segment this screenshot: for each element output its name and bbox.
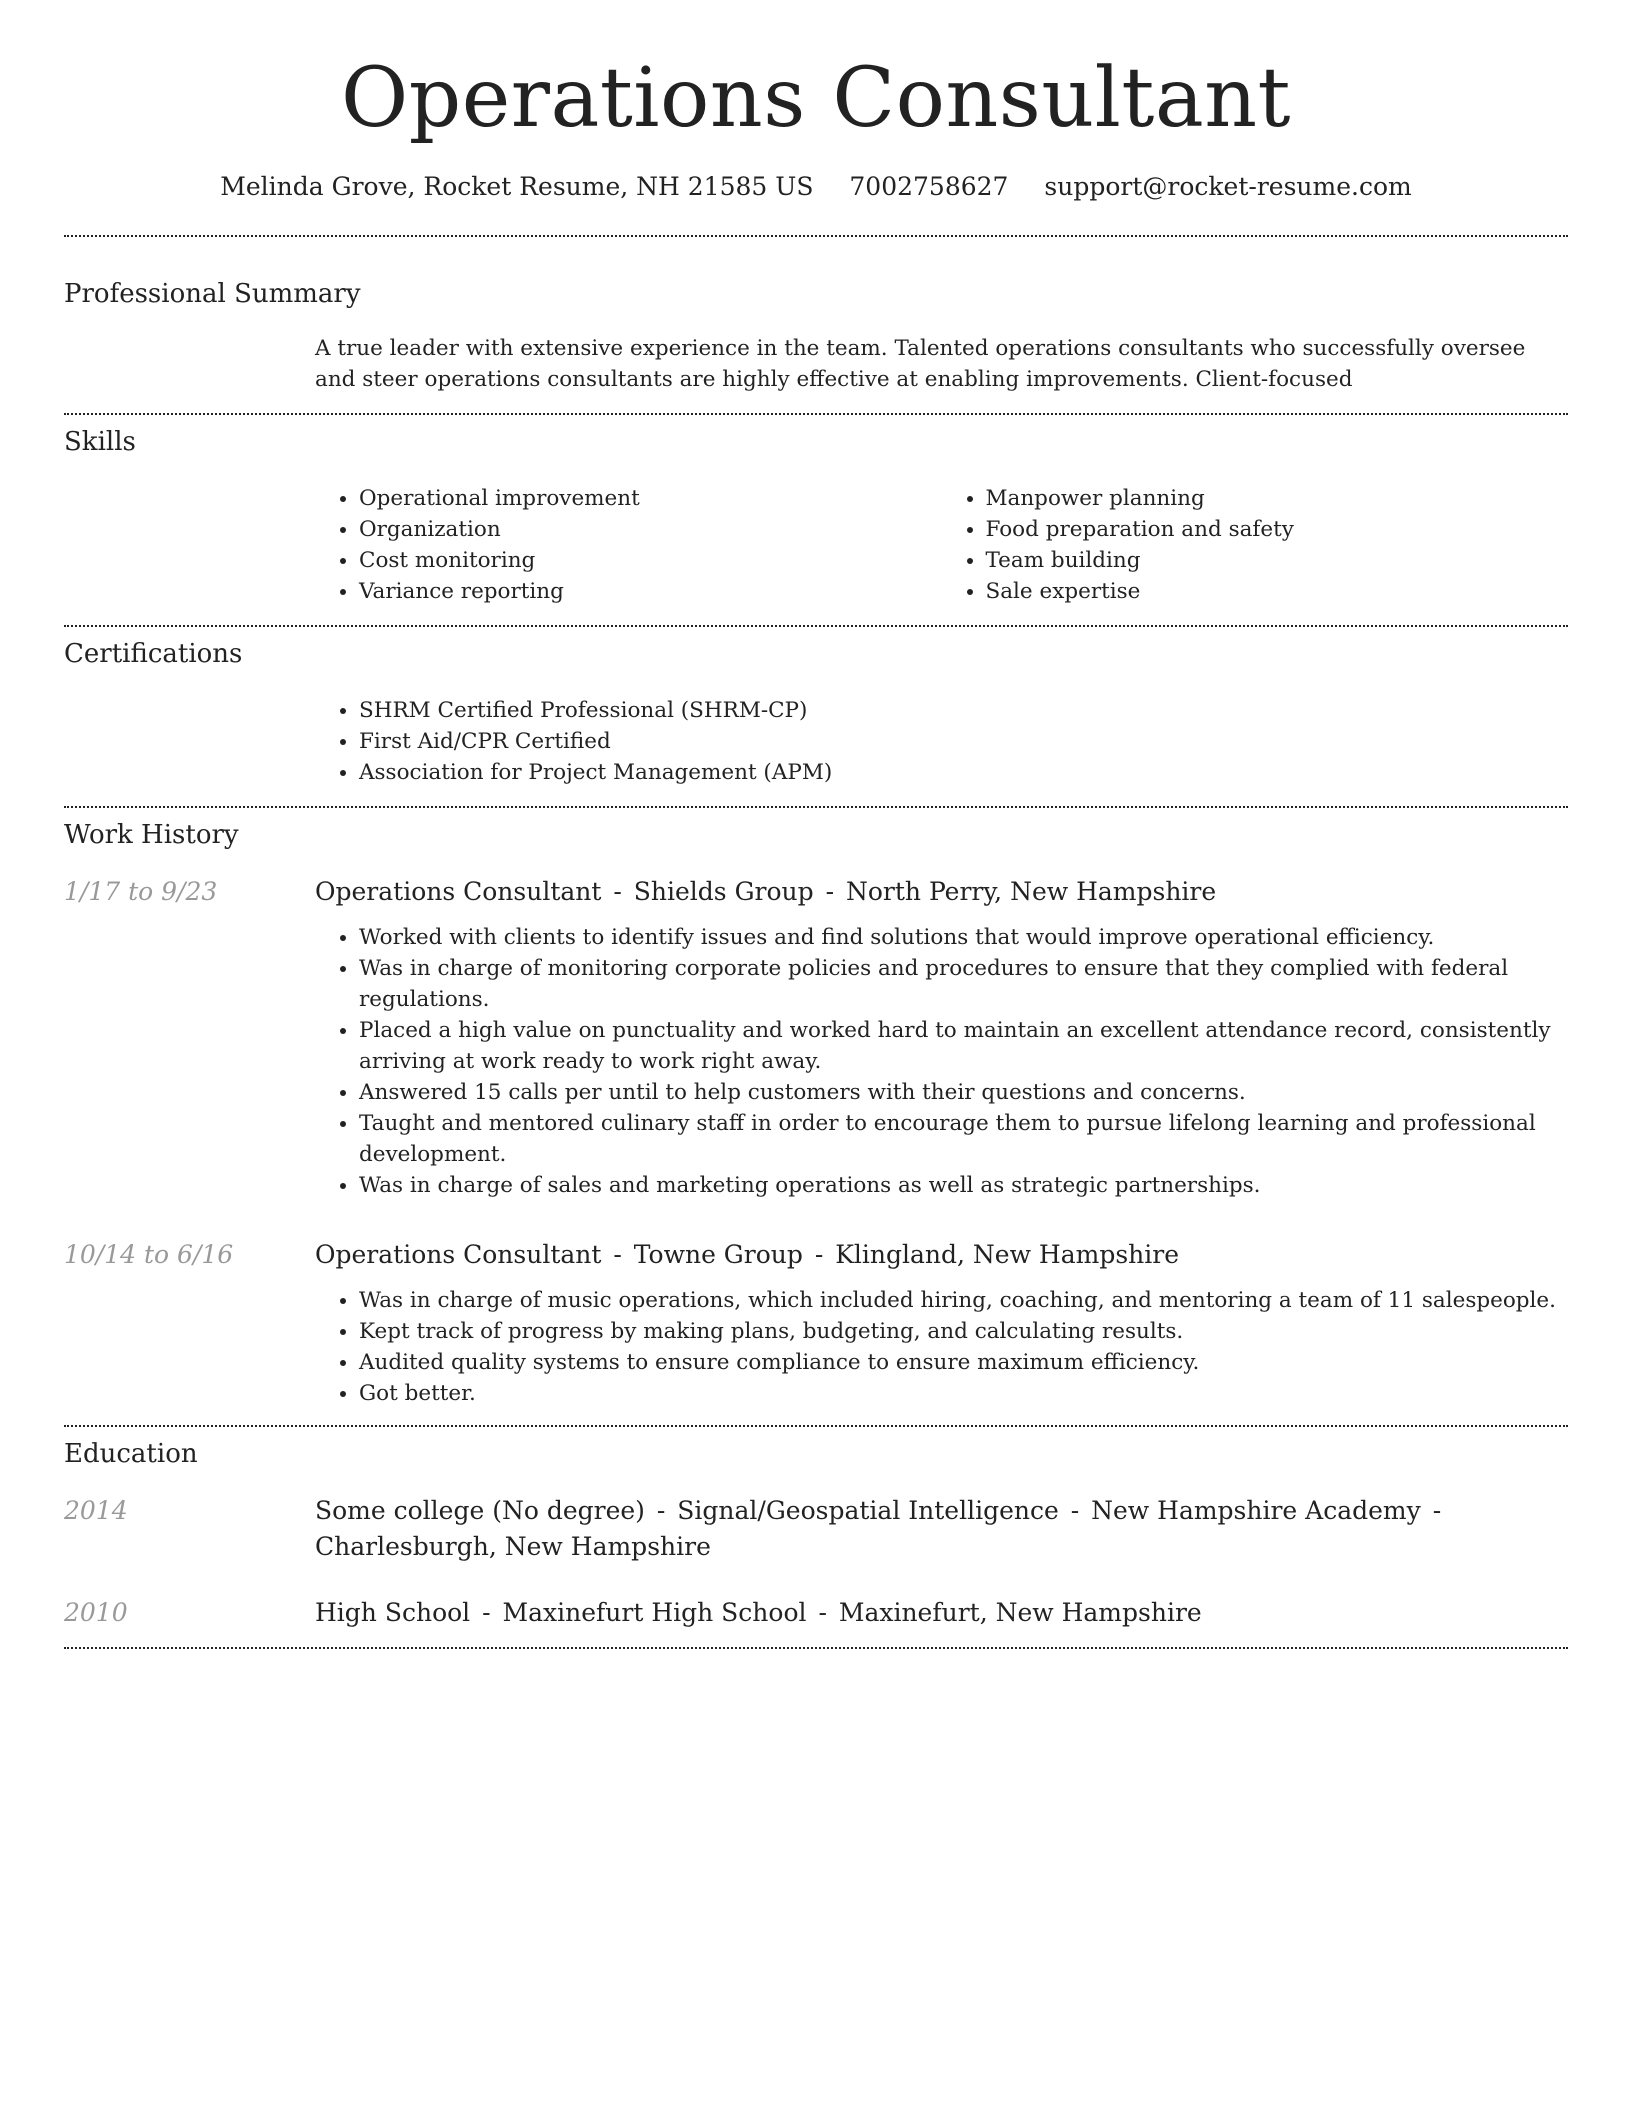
summary-text: A true leader with extensive experience in the team. Talented operations consultants who successfully oversee and steer operations consultants are highly effective at enabling improvements. Client-focused <box>315 336 1526 393</box>
education-entry <box>64 1493 1568 1565</box>
education-degree: High School <box>315 1598 471 1628</box>
education-body <box>315 1493 1568 1565</box>
job-bullet: • Taught and mentored culinary staff in order to encourage them to pursue lifelong learning and professional development. <box>359 1108 1568 1170</box>
education-date: 2010 <box>64 1598 128 1628</box>
skill-item: • Cost monitoring <box>359 545 942 576</box>
education-body <box>315 1595 1568 1631</box>
certification-item: • SHRM Certified Professional (SHRM-CP) <box>359 695 1568 726</box>
certifications-list <box>315 695 1568 788</box>
resume-name: Operations Consultant <box>341 51 1291 146</box>
skill-item: • Manpower planning <box>986 483 1569 514</box>
skill-item: • Food preparation and safety <box>986 514 1569 545</box>
education-school: Maxinefurt High School <box>502 1598 807 1628</box>
summary-section <box>64 237 1568 413</box>
job-entry <box>64 874 1568 1201</box>
job-company: Shields Group <box>633 877 814 907</box>
job-heading: Operations Consultant - Shields Group - North Perry, New Hampshire <box>315 877 1217 907</box>
job-bullet: • Was in charge of music operations, which included hiring, coaching, and mentoring a team of 11 salespeople. <box>359 1285 1568 1316</box>
skill-item: • Team building <box>986 545 1569 576</box>
contact-phone: 7002758627 <box>849 172 1009 202</box>
job-location: Klingland, New Hampshire <box>835 1240 1180 1270</box>
skill-item: • Organization <box>359 514 942 545</box>
job-bullet: • Was in charge of monitoring corporate policies and procedures to ensure that they complied with federal regulations. <box>359 953 1568 1015</box>
job-company: Towne Group <box>633 1240 803 1270</box>
education-heading: High School - Maxinefurt High School - Maxinefurt, New Hampshire <box>315 1598 1202 1628</box>
job-bullets <box>315 922 1568 1201</box>
skill-item: • Variance reporting <box>359 576 942 607</box>
job-entry <box>64 1237 1568 1409</box>
education-degree: Some college (No degree) <box>315 1496 645 1526</box>
work-history-section <box>64 808 1568 1425</box>
job-bullet: • Answered 15 calls per until to help customers with their questions and concerns. <box>359 1077 1568 1108</box>
job-location: North Perry, New Hampshire <box>846 877 1217 907</box>
job-bullet: • Worked with clients to identify issues and find solutions that would improve operational efficiency. <box>359 922 1568 953</box>
job-role: Operations Consultant <box>315 877 602 907</box>
divider <box>64 1647 1568 1649</box>
education-location: Charlesburgh, New Hampshire <box>315 1532 711 1562</box>
section-title-education: Education <box>64 1439 198 1470</box>
section-title-certifications: Certifications <box>64 639 243 670</box>
education-field: Signal/Geospatial Intelligence <box>677 1496 1059 1526</box>
job-bullet: • Was in charge of sales and marketing operations as well as strategic partnerships. <box>359 1170 1568 1201</box>
contact-line <box>64 172 1568 201</box>
skills-columns <box>315 483 1568 607</box>
skills-list-right <box>942 483 1569 607</box>
skills-section <box>64 415 1568 625</box>
education-date: 2014 <box>64 1496 128 1526</box>
education-location: Maxinefurt, New Hampshire <box>838 1598 1202 1628</box>
education-heading: Some college (No degree) - Signal/Geospatial Intelligence - New Hampshire Academy - Charlesburgh, New Hampshire <box>315 1496 1442 1562</box>
job-body <box>315 1237 1568 1409</box>
certification-item: • First Aid/CPR Certified <box>359 726 1568 757</box>
section-title-summary: Professional Summary <box>64 279 361 310</box>
job-date: 1/17 to 9/23 <box>64 877 218 907</box>
job-bullet: • Audited quality systems to ensure compliance to ensure maximum efficiency. <box>359 1347 1568 1378</box>
section-title-work: Work History <box>64 820 239 851</box>
job-bullet: • Kept track of progress by making plans, budgeting, and calculating results. <box>359 1316 1568 1347</box>
job-bullet: • Placed a high value on punctuality and worked hard to maintain an excellent attendance record, consistently arriving at work ready to work right away. <box>359 1015 1568 1077</box>
education-section <box>64 1427 1568 1647</box>
section-title-skills: Skills <box>64 427 136 458</box>
skill-item: • Operational improvement <box>359 483 942 514</box>
certification-item: • Association for Project Management (APM) <box>359 757 1568 788</box>
job-role: Operations Consultant <box>315 1240 602 1270</box>
education-entry <box>64 1595 1568 1631</box>
contact-address: Melinda Grove, Rocket Resume, NH 21585 US <box>220 172 814 202</box>
skill-item: • Sale expertise <box>986 576 1569 607</box>
certifications-section <box>64 627 1568 806</box>
job-bullet: • Got better. <box>359 1378 1568 1409</box>
job-body <box>315 874 1568 1201</box>
education-school: New Hampshire Academy <box>1091 1496 1421 1526</box>
contact-email: support@rocket-resume.com <box>1044 172 1412 202</box>
certifications-content <box>315 695 1568 788</box>
job-bullets <box>315 1285 1568 1409</box>
skills-list-left <box>315 483 942 607</box>
job-heading: Operations Consultant - Towne Group - Klingland, New Hampshire <box>315 1240 1180 1270</box>
job-date: 10/14 to 6/16 <box>64 1240 234 1270</box>
